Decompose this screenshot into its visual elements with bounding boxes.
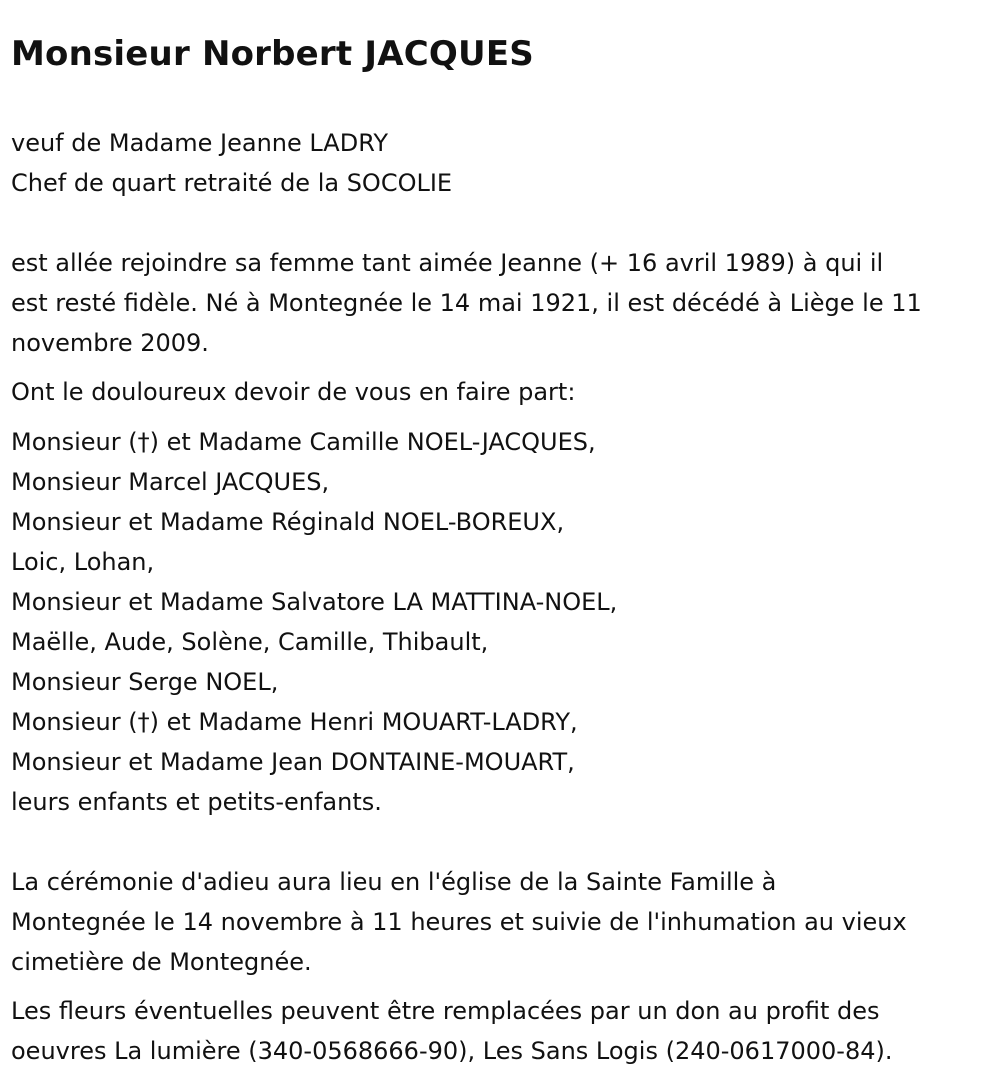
intro-profession-line: Chef de quart retraité de la SOCOLIE xyxy=(11,169,453,197)
flowers-block xyxy=(11,991,991,1071)
announcement-line-1: est allée rejoindre sa femme tant aimée Jeanne (+ 16 avril 1989) à qui il xyxy=(11,249,884,277)
family-member: leurs enfants et petits-enfants. xyxy=(11,788,382,816)
flowers-line-2: oeuvres La lumière (340-0568666-90), Les Sans Logis (240-0617000-84). xyxy=(11,1037,893,1065)
duty-line: Ont le douloureux devoir de vous en faire part: xyxy=(11,378,576,406)
announcement-block xyxy=(11,243,991,363)
announcement-line-2: est resté fidèle. Né à Montegnée le 14 mai 1921, il est décédé à Liège le 11 xyxy=(11,289,922,317)
duty-block xyxy=(11,372,991,412)
family-member: Monsieur et Madame Jean DONTAINE-MOUART, xyxy=(11,748,575,776)
family-member: Monsieur Serge NOEL, xyxy=(11,668,279,696)
intro-widow-line: veuf de Madame Jeanne LADRY xyxy=(11,129,389,157)
family-member: Monsieur et Madame Salvatore LA MATTINA-NOEL, xyxy=(11,588,618,616)
family-member: Monsieur et Madame Réginald NOEL-BOREUX, xyxy=(11,508,565,536)
page-title: Monsieur Norbert JACQUES xyxy=(11,34,534,74)
ceremony-line-3: cimetière de Montegnée. xyxy=(11,948,312,976)
family-member: Monsieur (†) et Madame Henri MOUART-LADRY, xyxy=(11,708,578,736)
intro-block xyxy=(11,123,991,203)
family-member: Monsieur Marcel JACQUES, xyxy=(11,468,330,496)
flowers-line-1: Les fleurs éventuelles peuvent être remplacées par un don au profit des xyxy=(11,997,880,1025)
family-list xyxy=(11,422,991,822)
family-member: Loic, Lohan, xyxy=(11,548,155,576)
announcement-line-3: novembre 2009. xyxy=(11,329,209,357)
ceremony-line-1: La cérémonie d'adieu aura lieu en l'église de la Sainte Famille à xyxy=(11,868,777,896)
ceremony-block xyxy=(11,862,991,982)
family-member: Monsieur (†) et Madame Camille NOEL-JACQUES, xyxy=(11,428,596,456)
ceremony-line-2: Montegnée le 14 novembre à 11 heures et suivie de l'inhumation au vieux xyxy=(11,908,907,936)
family-member: Maëlle, Aude, Solène, Camille, Thibault, xyxy=(11,628,489,656)
